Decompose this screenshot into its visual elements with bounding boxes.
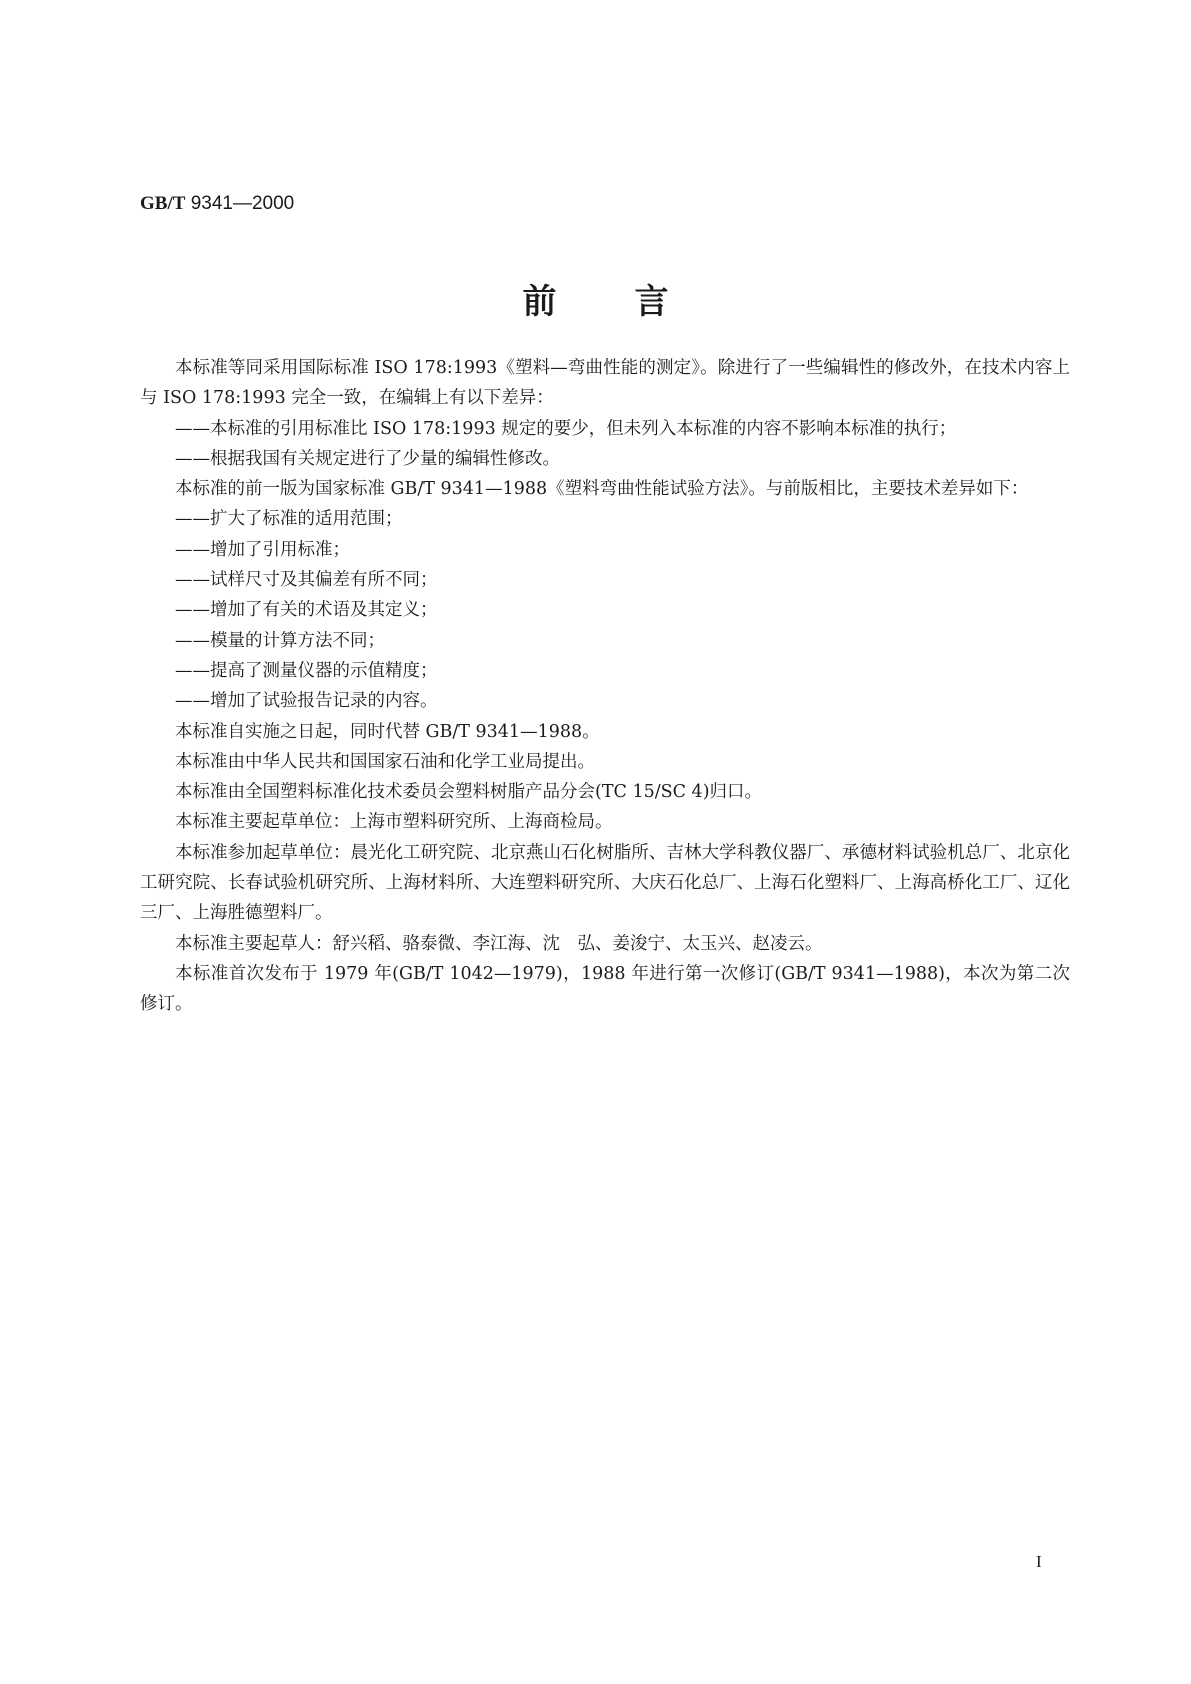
standard-code-number: 9341—2000 bbox=[190, 193, 295, 214]
paragraph-centralized: 本标准由全国塑料标准化技术委员会塑料树脂产品分会(TC 15/SC 4)归口。 bbox=[175, 782, 763, 803]
paragraph-adoption: 本标准等同采用国际标准 ISO 178:1993《塑料—弯曲性能的测定》。除进行了一些编辑性的修改外，在技术内容上与 ISO 178:1993 完全一致，在编辑上有以下差异： bbox=[140, 358, 1070, 409]
paragraph-participating-orgs: 本标准参加起草单位：晨光化工研究院、北京燕山石化树脂所、吉林大学科教仪器厂、承德材料试验机总厂、北京化工研究院、长春试验机研究所、上海材料所、大连塑料研究所、大庆石化总厂、上海石化塑料厂、上海高桥化工厂、辽化三厂、上海胜德塑料厂。 bbox=[140, 842, 1070, 924]
paragraph-replacement: 本标准自实施之日起，同时代替 GB/T 9341—1988。 bbox=[175, 721, 600, 742]
list-item-report: ——增加了试验报告记录的内容。 bbox=[175, 691, 438, 712]
list-item-modulus: ——模量的计算方法不同； bbox=[175, 630, 385, 651]
paragraph-main-drafters: 本标准主要起草人：舒兴稻、骆泰微、李江海、沈 弘、姜浚宁、太玉兴、赵凌云。 bbox=[175, 933, 823, 954]
list-item-scope: ——扩大了标准的适用范围； bbox=[175, 509, 403, 530]
standard-number bbox=[140, 192, 294, 216]
page-number: I bbox=[1036, 1552, 1042, 1571]
list-item-accuracy: ——提高了测量仪器的示值精度； bbox=[175, 660, 438, 681]
foreword-body bbox=[140, 353, 1070, 1020]
paragraph-difference-editorial: ——根据我国有关规定进行了少量的编辑性修改。 bbox=[175, 448, 560, 469]
list-item-specimen: ——试样尺寸及其偏差有所不同； bbox=[175, 570, 438, 591]
page-title: 前言 bbox=[522, 282, 747, 322]
paragraph-main-drafters-org: 本标准主要起草单位：上海市塑料研究所、上海商检局。 bbox=[175, 812, 613, 833]
list-item-terms: ——增加了有关的术语及其定义； bbox=[175, 600, 438, 621]
paragraph-history: 本标准首次发布于 1979 年(GB/T 1042—1979)，1988 年进行第一次修订(GB/T 9341—1988)，本次为第二次修订。 bbox=[140, 963, 1070, 1015]
paragraph-difference-references: ——本标准的引用标准比 ISO 178:1993 规定的要少，但未列入本标准的内容不影响本标准的执行； bbox=[175, 418, 957, 439]
paragraph-proposer: 本标准由中华人民共和国国家石油和化学工业局提出。 bbox=[175, 751, 595, 772]
standard-code-prefix: GB/T bbox=[140, 193, 186, 214]
list-item-references: ——增加了引用标准； bbox=[175, 539, 350, 560]
paragraph-previous-edition: 本标准的前一版为国家标准 GB/T 9341—1988《塑料弯曲性能试验方法》。与前版相比，主要技术差异如下： bbox=[175, 479, 1029, 500]
